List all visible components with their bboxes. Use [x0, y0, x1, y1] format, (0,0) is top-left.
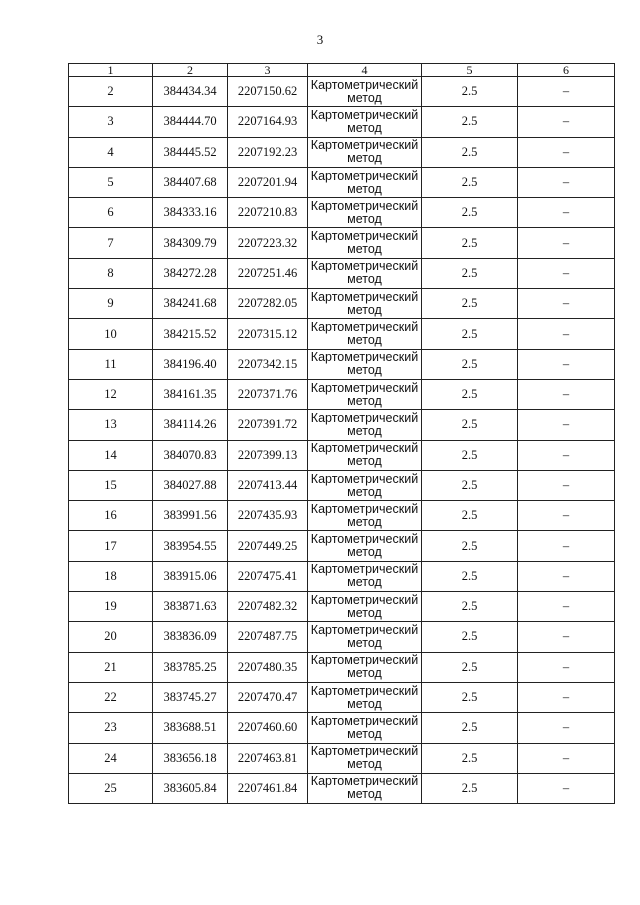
method-line-2: метод [347, 242, 382, 257]
x-coordinate-cell: 384196.40 [153, 349, 228, 379]
note-cell: – [518, 743, 615, 773]
table-row [69, 652, 615, 682]
method-cell [308, 137, 422, 167]
y-coordinate-cell: 2207460.60 [228, 713, 308, 743]
method-line-2: метод [347, 151, 382, 166]
method-cell [308, 682, 422, 712]
method-line-2: метод [347, 726, 382, 741]
method-cell [308, 198, 422, 228]
column-header: 3 [228, 64, 308, 77]
y-coordinate-cell: 2207201.94 [228, 167, 308, 197]
point-number-cell: 18 [69, 561, 153, 591]
method-cell [308, 773, 422, 803]
table-row [69, 743, 615, 773]
point-number-cell: 24 [69, 743, 153, 773]
method-line-2: метод [347, 757, 382, 772]
y-coordinate-cell: 2207482.32 [228, 592, 308, 622]
y-coordinate-cell: 2207164.93 [228, 107, 308, 137]
accuracy-cell: 2.5 [422, 470, 518, 500]
point-number-cell: 17 [69, 531, 153, 561]
accuracy-cell: 2.5 [422, 289, 518, 319]
y-coordinate-cell: 2207470.47 [228, 682, 308, 712]
y-coordinate-cell: 2207282.05 [228, 289, 308, 319]
note-cell: – [518, 773, 615, 803]
accuracy-cell: 2.5 [422, 167, 518, 197]
point-number-cell: 12 [69, 379, 153, 409]
point-number-cell: 16 [69, 501, 153, 531]
method-line-2: метод [347, 666, 382, 681]
method-line-1: Картометрический [310, 744, 419, 759]
x-coordinate-cell: 384215.52 [153, 319, 228, 349]
note-cell: – [518, 319, 615, 349]
accuracy-cell: 2.5 [422, 107, 518, 137]
table-row [69, 319, 615, 349]
x-coordinate-cell: 384309.79 [153, 228, 228, 258]
point-number-cell: 14 [69, 440, 153, 470]
table-row [69, 198, 615, 228]
method-cell [308, 107, 422, 137]
method-cell [308, 379, 422, 409]
page-number: 3 [316, 32, 324, 47]
column-header: 1 [69, 64, 153, 77]
x-coordinate-cell: 383688.51 [153, 713, 228, 743]
note-cell: – [518, 501, 615, 531]
method-line-1: Картометрический [310, 107, 419, 122]
method-line-2: метод [347, 363, 382, 378]
method-line-1: Картометрический [310, 592, 419, 607]
x-coordinate-cell: 383785.25 [153, 652, 228, 682]
y-coordinate-cell: 2207150.62 [228, 77, 308, 107]
method-cell [308, 349, 422, 379]
accuracy-cell: 2.5 [422, 319, 518, 349]
y-coordinate-cell: 2207413.44 [228, 470, 308, 500]
method-line-1: Картометрический [310, 683, 419, 698]
method-line-2: метод [347, 484, 382, 499]
method-line-2: метод [347, 90, 382, 105]
note-cell: – [518, 592, 615, 622]
method-line-2: метод [347, 181, 382, 196]
table-row [69, 470, 615, 500]
accuracy-cell: 2.5 [422, 713, 518, 743]
accuracy-cell: 2.5 [422, 258, 518, 288]
method-line-1: Картометрический [310, 441, 419, 456]
method-line-2: метод [347, 393, 382, 408]
method-line-1: Картометрический [310, 774, 419, 789]
x-coordinate-cell: 384407.68 [153, 167, 228, 197]
y-coordinate-cell: 2207223.32 [228, 228, 308, 258]
method-line-1: Картометрический [310, 138, 419, 153]
accuracy-cell: 2.5 [422, 501, 518, 531]
point-number-cell: 23 [69, 713, 153, 743]
point-number-cell: 10 [69, 319, 153, 349]
x-coordinate-cell: 384241.68 [153, 289, 228, 319]
x-coordinate-cell: 384434.34 [153, 77, 228, 107]
y-coordinate-cell: 2207391.72 [228, 410, 308, 440]
method-line-2: метод [347, 454, 382, 469]
table-row [69, 713, 615, 743]
x-coordinate-cell: 384333.16 [153, 198, 228, 228]
point-number-cell: 22 [69, 682, 153, 712]
x-coordinate-cell: 383605.84 [153, 773, 228, 803]
table-row [69, 682, 615, 712]
method-line-2: метод [347, 575, 382, 590]
table-row [69, 531, 615, 561]
y-coordinate-cell: 2207399.13 [228, 440, 308, 470]
column-header: 4 [308, 64, 422, 77]
method-line-1: Картометрический [310, 410, 419, 425]
y-coordinate-cell: 2207315.12 [228, 319, 308, 349]
accuracy-cell: 2.5 [422, 592, 518, 622]
method-line-2: метод [347, 423, 382, 438]
note-cell: – [518, 440, 615, 470]
y-coordinate-cell: 2207449.25 [228, 531, 308, 561]
accuracy-cell: 2.5 [422, 773, 518, 803]
table-row [69, 228, 615, 258]
method-line-1: Картометрический [310, 259, 419, 274]
point-number-cell: 7 [69, 228, 153, 258]
accuracy-cell: 2.5 [422, 622, 518, 652]
point-number-cell: 3 [69, 107, 153, 137]
y-coordinate-cell: 2207487.75 [228, 622, 308, 652]
x-coordinate-cell: 384272.28 [153, 258, 228, 288]
accuracy-cell: 2.5 [422, 77, 518, 107]
method-cell [308, 319, 422, 349]
note-cell: – [518, 561, 615, 591]
accuracy-cell: 2.5 [422, 137, 518, 167]
table-row [69, 77, 615, 107]
method-cell [308, 713, 422, 743]
method-line-1: Картометрический [310, 168, 419, 183]
method-cell [308, 561, 422, 591]
x-coordinate-cell: 383656.18 [153, 743, 228, 773]
column-header: 5 [422, 64, 518, 77]
note-cell: – [518, 622, 615, 652]
point-number-cell: 9 [69, 289, 153, 319]
note-cell: – [518, 289, 615, 319]
accuracy-cell: 2.5 [422, 561, 518, 591]
accuracy-cell: 2.5 [422, 228, 518, 258]
method-line-1: Картометрический [310, 350, 419, 365]
y-coordinate-cell: 2207463.81 [228, 743, 308, 773]
method-line-1: Картометрический [310, 501, 419, 516]
method-line-2: метод [347, 635, 382, 650]
point-number-cell: 2 [69, 77, 153, 107]
note-cell: – [518, 531, 615, 561]
method-cell [308, 167, 422, 197]
method-line-1: Картометрический [310, 289, 419, 304]
method-line-2: метод [347, 333, 382, 348]
method-line-1: Картометрический [310, 229, 419, 244]
method-line-2: метод [347, 302, 382, 317]
method-cell [308, 228, 422, 258]
table-row [69, 349, 615, 379]
y-coordinate-cell: 2207461.84 [228, 773, 308, 803]
table-row [69, 561, 615, 591]
note-cell: – [518, 198, 615, 228]
table-row [69, 258, 615, 288]
accuracy-cell: 2.5 [422, 349, 518, 379]
note-cell: – [518, 470, 615, 500]
note-cell: – [518, 652, 615, 682]
method-line-2: метод [347, 545, 382, 560]
accuracy-cell: 2.5 [422, 531, 518, 561]
accuracy-cell: 2.5 [422, 410, 518, 440]
note-cell: – [518, 137, 615, 167]
point-number-cell: 8 [69, 258, 153, 288]
table-row [69, 501, 615, 531]
y-coordinate-cell: 2207192.23 [228, 137, 308, 167]
method-line-2: метод [347, 696, 382, 711]
point-number-cell: 5 [69, 167, 153, 197]
table-row [69, 137, 615, 167]
y-coordinate-cell: 2207475.41 [228, 561, 308, 591]
x-coordinate-cell: 384445.52 [153, 137, 228, 167]
table-row [69, 379, 615, 409]
point-number-cell: 20 [69, 622, 153, 652]
point-number-cell: 13 [69, 410, 153, 440]
column-header: 6 [518, 64, 615, 77]
method-line-1: Картометрический [310, 713, 419, 728]
method-line-1: Картометрический [310, 562, 419, 577]
table-row [69, 622, 615, 652]
point-number-cell: 4 [69, 137, 153, 167]
note-cell: – [518, 682, 615, 712]
method-line-1: Картометрический [310, 380, 419, 395]
x-coordinate-cell: 384070.83 [153, 440, 228, 470]
note-cell: – [518, 713, 615, 743]
table-row [69, 773, 615, 803]
accuracy-cell: 2.5 [422, 682, 518, 712]
x-coordinate-cell: 384444.70 [153, 107, 228, 137]
method-line-1: Картометрический [310, 471, 419, 486]
point-number-cell: 11 [69, 349, 153, 379]
y-coordinate-cell: 2207251.46 [228, 258, 308, 288]
column-number-row [69, 64, 615, 77]
point-number-cell: 21 [69, 652, 153, 682]
y-coordinate-cell: 2207210.83 [228, 198, 308, 228]
method-line-2: метод [347, 514, 382, 529]
table-row [69, 410, 615, 440]
method-cell [308, 440, 422, 470]
method-line-1: Картометрический [310, 622, 419, 637]
table-row [69, 592, 615, 622]
note-cell: – [518, 349, 615, 379]
method-line-1: Картометрический [310, 77, 419, 92]
note-cell: – [518, 77, 615, 107]
x-coordinate-cell: 383836.09 [153, 622, 228, 652]
accuracy-cell: 2.5 [422, 743, 518, 773]
accuracy-cell: 2.5 [422, 440, 518, 470]
coordinates-table [68, 63, 615, 804]
table-row [69, 167, 615, 197]
method-cell [308, 470, 422, 500]
point-number-cell: 6 [69, 198, 153, 228]
method-line-2: метод [347, 272, 382, 287]
point-number-cell: 15 [69, 470, 153, 500]
accuracy-cell: 2.5 [422, 652, 518, 682]
point-number-cell: 25 [69, 773, 153, 803]
note-cell: – [518, 228, 615, 258]
method-cell [308, 501, 422, 531]
method-cell [308, 743, 422, 773]
method-cell [308, 289, 422, 319]
x-coordinate-cell: 383991.56 [153, 501, 228, 531]
method-cell [308, 652, 422, 682]
method-cell [308, 622, 422, 652]
method-cell [308, 258, 422, 288]
note-cell: – [518, 410, 615, 440]
method-line-1: Картометрический [310, 532, 419, 547]
x-coordinate-cell: 383745.27 [153, 682, 228, 712]
y-coordinate-cell: 2207480.35 [228, 652, 308, 682]
method-cell [308, 531, 422, 561]
method-line-2: метод [347, 605, 382, 620]
point-number-cell: 19 [69, 592, 153, 622]
x-coordinate-cell: 383871.63 [153, 592, 228, 622]
method-line-2: метод [347, 787, 382, 802]
table-row [69, 289, 615, 319]
method-cell [308, 77, 422, 107]
note-cell: – [518, 258, 615, 288]
note-cell: – [518, 107, 615, 137]
x-coordinate-cell: 384027.88 [153, 470, 228, 500]
x-coordinate-cell: 383915.06 [153, 561, 228, 591]
y-coordinate-cell: 2207435.93 [228, 501, 308, 531]
method-line-1: Картометрический [310, 198, 419, 213]
method-line-2: метод [347, 211, 382, 226]
column-header: 2 [153, 64, 228, 77]
x-coordinate-cell: 384114.26 [153, 410, 228, 440]
method-cell [308, 592, 422, 622]
accuracy-cell: 2.5 [422, 198, 518, 228]
method-line-1: Картометрический [310, 653, 419, 668]
table-row [69, 440, 615, 470]
accuracy-cell: 2.5 [422, 379, 518, 409]
method-line-1: Картометрический [310, 320, 419, 335]
method-line-2: метод [347, 120, 382, 135]
y-coordinate-cell: 2207371.76 [228, 379, 308, 409]
method-cell [308, 410, 422, 440]
note-cell: – [518, 379, 615, 409]
note-cell: – [518, 167, 615, 197]
table-row [69, 107, 615, 137]
x-coordinate-cell: 384161.35 [153, 379, 228, 409]
x-coordinate-cell: 383954.55 [153, 531, 228, 561]
y-coordinate-cell: 2207342.15 [228, 349, 308, 379]
